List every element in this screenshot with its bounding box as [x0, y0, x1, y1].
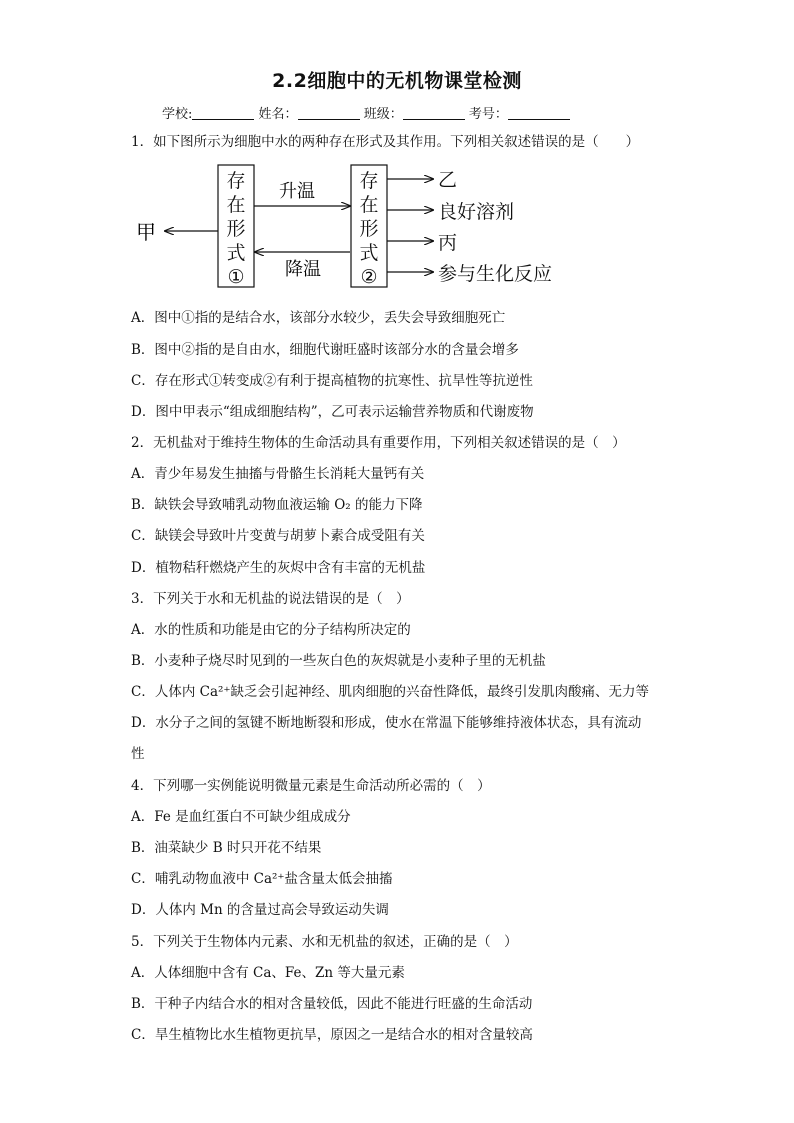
box2-char: 式	[359, 242, 379, 264]
q2-option-b: B．缺铁会导致哺乳动物血液运输 O₂ 的能力下降	[131, 497, 423, 513]
exam-no-blank[interactable]	[508, 107, 570, 120]
box1-char: 式	[226, 242, 246, 264]
q1-option-a: A．图中①指的是结合水，该部分水较少，丢失会导致细胞死亡	[131, 310, 506, 326]
class-label: 班级：	[363, 107, 403, 122]
name-label: 姓名：	[258, 107, 298, 122]
q3-stem: 3．下列关于水和无机盐的说法错误的是（ ）	[131, 591, 410, 607]
q4-option-c: C．哺乳动物血液中 Ca²⁺盐含量太低会抽搐	[131, 871, 393, 887]
cooling-label: 降温	[285, 259, 321, 280]
q3-option-a: A．水的性质和功能是由它的分子结构所决定的	[131, 622, 411, 638]
q2-option-d: D．植物秸秆燃烧产生的灰烬中含有丰富的无机盐	[131, 560, 426, 576]
exam-no-label: 考号：	[468, 107, 508, 122]
box1-char: 在	[226, 194, 246, 216]
label-yi: 乙	[438, 169, 458, 191]
q5-option-b: B．干种子内结合水的相对含量较低，因此不能进行旺盛的生命活动	[131, 996, 533, 1012]
label-bing: 丙	[438, 232, 458, 254]
school-blank[interactable]	[192, 107, 254, 120]
box1-char: ①	[227, 266, 245, 288]
water-forms-diagram	[130, 156, 590, 296]
box2-char: ②	[360, 266, 378, 288]
label-jia: 甲	[136, 220, 156, 244]
q2-option-c: C．缺镁会导致叶片变黄与胡萝卜素合成受阻有关	[131, 528, 425, 544]
heating-label: 升温	[279, 181, 315, 202]
q1-option-b: B．图中②指的是自由水，细胞代谢旺盛时该部分水的含量会增多	[131, 342, 519, 358]
q1-option-c: C．存在形式①转变成②有利于提高植物的抗寒性、抗旱性等抗逆性	[131, 373, 533, 389]
q5-stem: 5．下列关于生物体内元素、水和无机盐的叙述，正确的是（ ）	[131, 934, 518, 950]
q5-option-c: C．旱生植物比水生植物更抗旱，原因之一是结合水的相对含量较高	[131, 1027, 533, 1043]
q4-stem: 4．下列哪一实例能说明微量元素是生命活动所必需的（ ）	[131, 778, 491, 794]
q3-option-d-continued: 性	[131, 746, 145, 762]
box2-char: 存	[359, 170, 379, 192]
student-info-line	[162, 103, 570, 122]
q3-option-d: D．水分子之间的氢键不断地断裂和形成，使水在常温下能够维持液体状态，具有流动	[131, 715, 642, 731]
q3-option-c: C．人体内 Ca²⁺缺乏会引起神经、肌肉细胞的兴奋性降低，最终引发肌肉酸痛、无力等	[131, 684, 650, 700]
class-blank[interactable]	[403, 107, 465, 120]
q4-option-d: D．人体内 Mn 的含量过高会导致运动失调	[131, 902, 389, 918]
q2-option-a: A．青少年易发生抽搐与骨骼生长消耗大量钙有关	[131, 466, 425, 482]
q1-stem: 1．如下图所示为细胞中水的两种存在形式及其作用。下列相关叙述错误的是（ ）	[131, 134, 640, 150]
box2-char: 形	[359, 218, 379, 240]
label-biochemical-reaction: 参与生化反应	[438, 263, 553, 285]
label-good-solvent: 良好溶剂	[438, 201, 515, 223]
name-blank[interactable]	[298, 107, 360, 120]
q4-option-b: B．油菜缺少 B 时只开花不结果	[131, 840, 322, 856]
q2-stem: 2．无机盐对于维持生物体的生命活动具有重要作用，下列相关叙述错误的是（ ）	[131, 435, 626, 451]
box2-char: 在	[359, 194, 379, 216]
page-title: 2.2细胞中的无机物课堂检测	[272, 70, 522, 92]
school-label: 学校:	[162, 107, 193, 122]
box1-char: 形	[226, 218, 246, 240]
box1-char: 存	[226, 170, 246, 192]
q1-option-d: D．图中甲表示“组成细胞结构”，乙可表示运输营养物质和代谢废物	[131, 404, 534, 420]
q3-option-b: B．小麦种子烧尽时见到的一些灰白色的灰烬就是小麦种子里的无机盐	[131, 653, 546, 669]
q4-option-a: A．Fe 是血红蛋白不可缺少组成成分	[131, 809, 351, 825]
q5-option-a: A．人体细胞中含有 Ca、Fe、Zn 等大量元素	[131, 965, 405, 981]
